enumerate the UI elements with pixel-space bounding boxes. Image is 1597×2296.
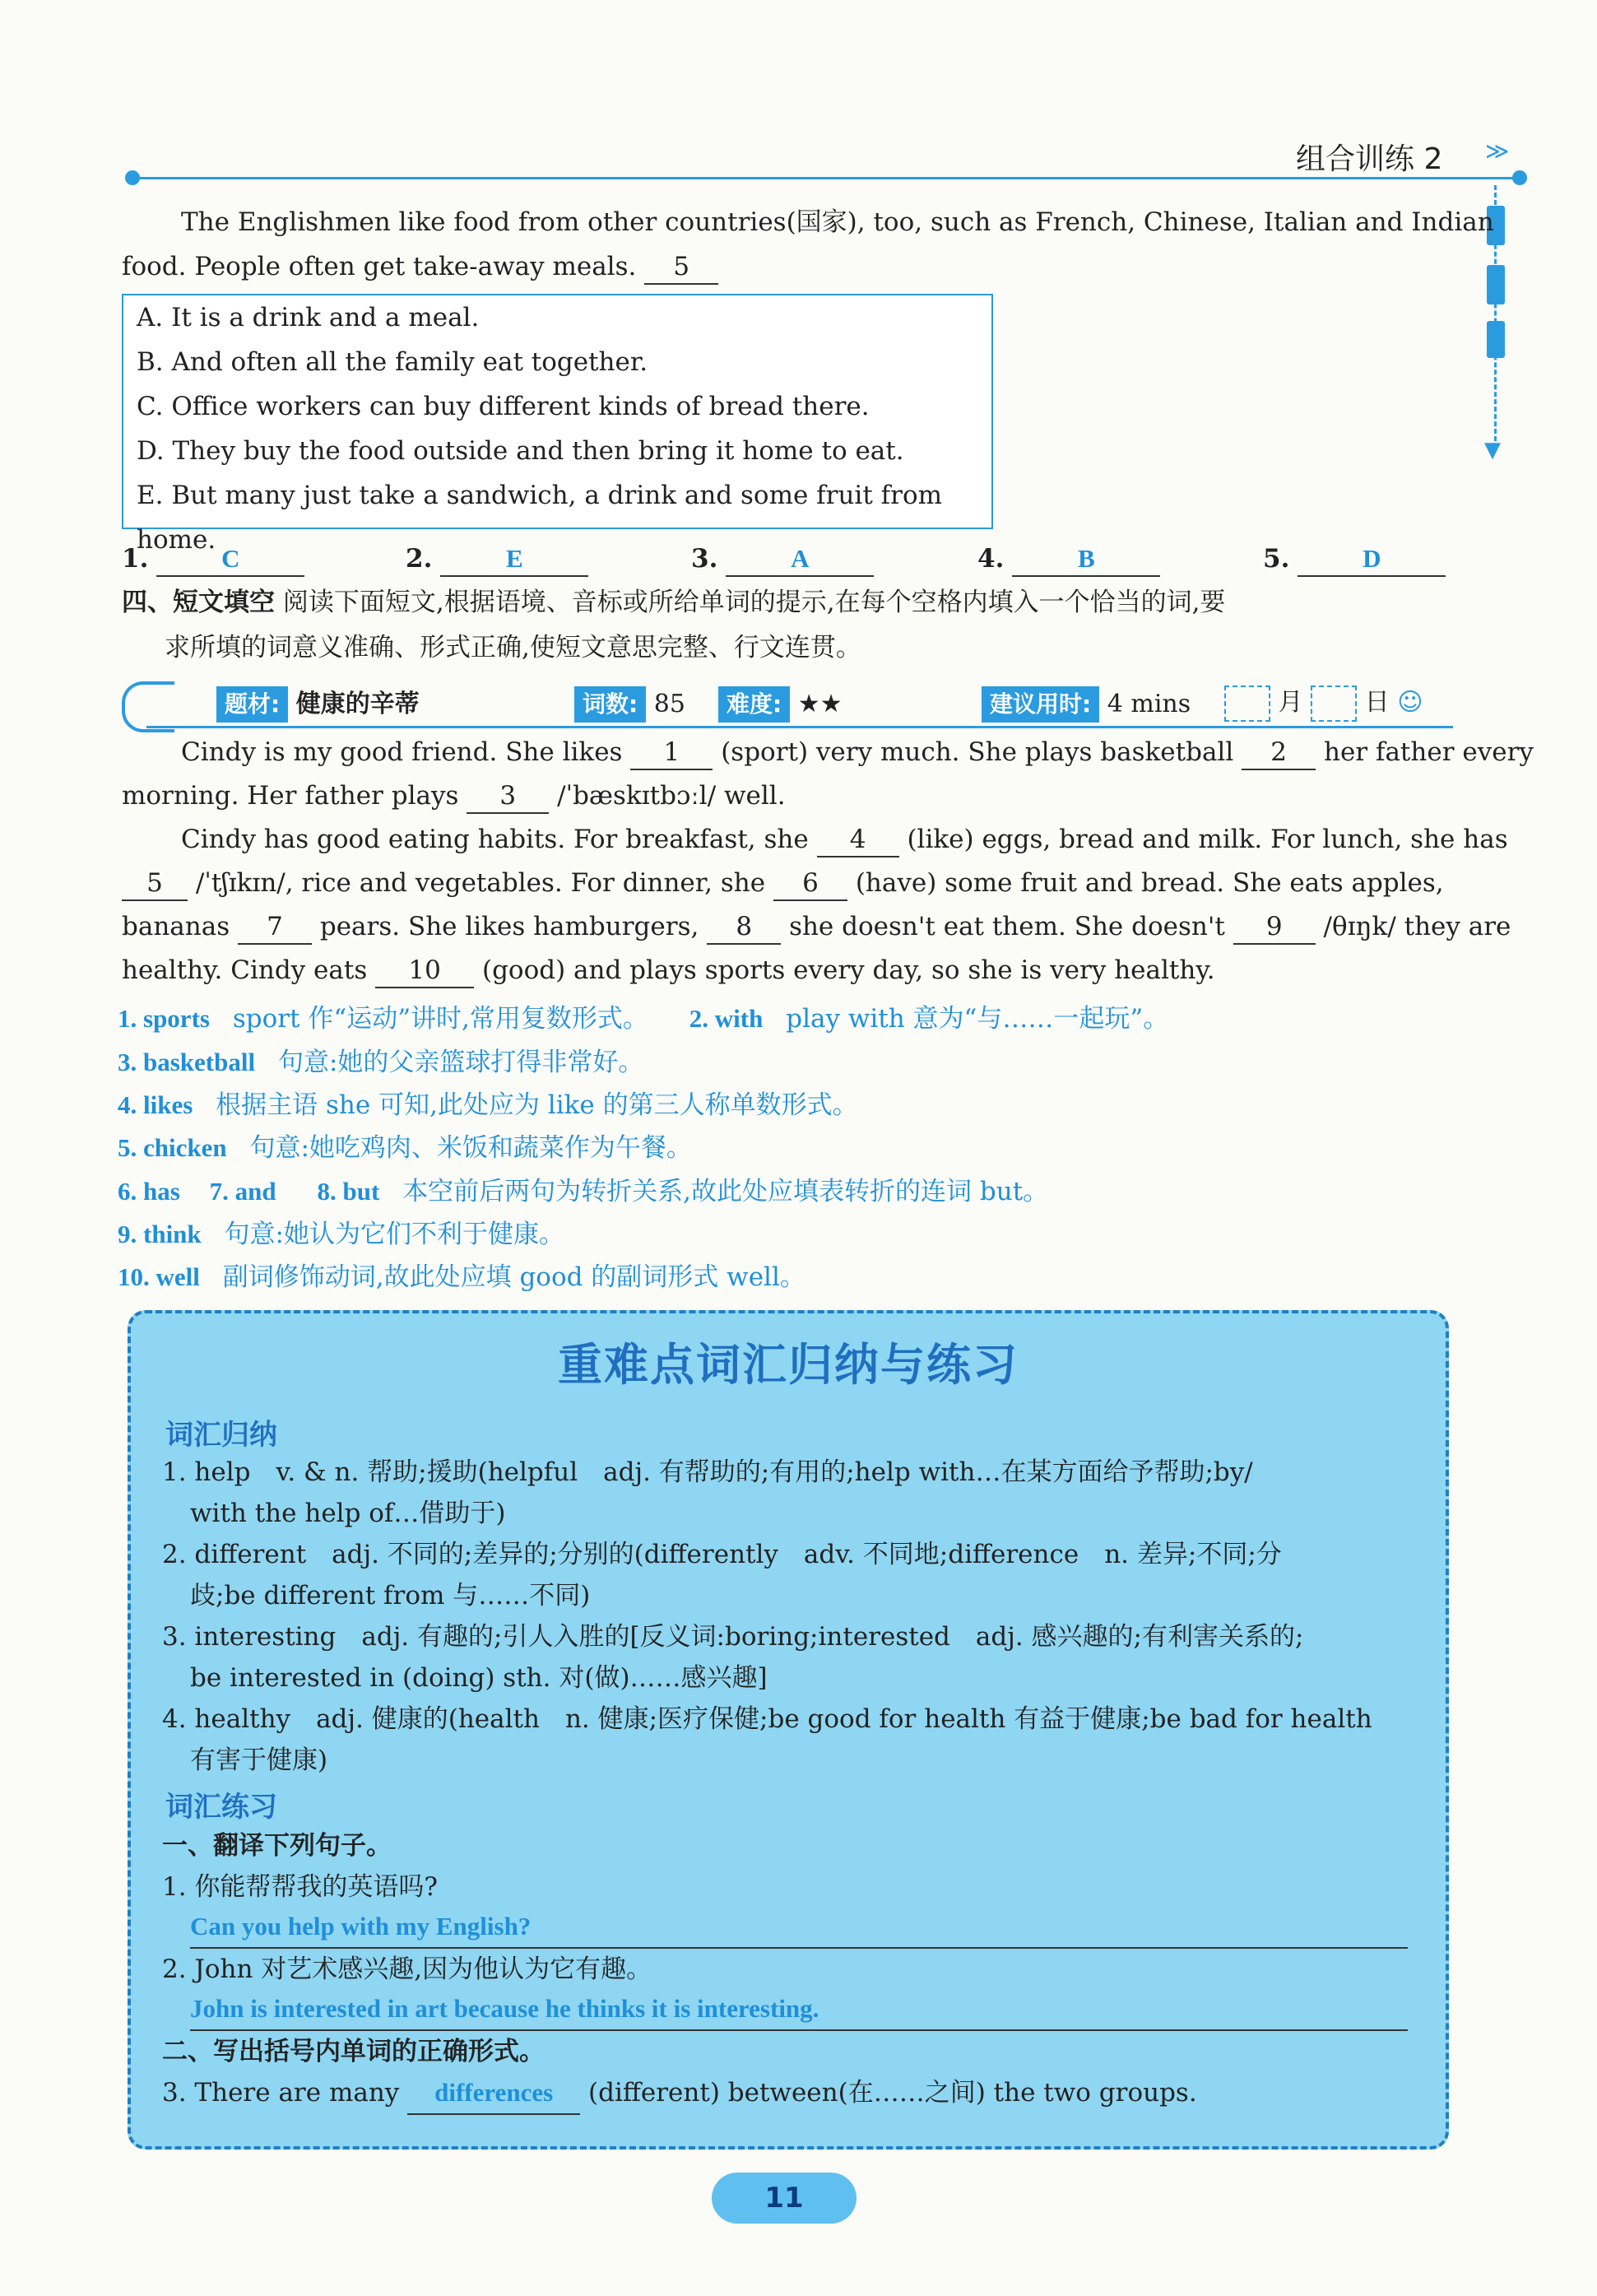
answer-num-1: 1.	[122, 544, 149, 574]
cloze-text: Cindy is my good friend. She likes	[181, 737, 623, 767]
smiley-icon: ☺	[1397, 688, 1423, 717]
blank-9[interactable]: 9	[1233, 910, 1316, 945]
header-title: 组合训练 2	[1296, 142, 1443, 176]
practice-question-1: 1. 你能帮帮我的英语吗?	[162, 1872, 439, 1902]
cloze-text: Cindy has good eating habits. For breakfast, she	[181, 825, 809, 854]
words-value: 85	[653, 690, 685, 718]
options-box	[122, 294, 993, 555]
section4-line-1	[122, 580, 1225, 625]
page-number: 11	[712, 2173, 857, 2224]
passage-line-1: The Englishmen like food from other countries(国家), too, such as French, Chinese, Italian and Indian	[181, 207, 1494, 237]
vocab-item-2a: 2. different adj. 不同的;差异的;分别的(differently adv. 不同地;difference n. 差异;不同;分	[162, 1540, 1282, 1569]
practice-part-2: 二、写出括号内单词的正确形式。	[162, 2037, 545, 2066]
practice-question-2: 2. John 对艺术感兴趣,因为他认为它有趣。	[162, 1954, 652, 1984]
explanation-key: 10. well	[118, 1262, 200, 1291]
header-rule	[132, 177, 1514, 179]
blank-7[interactable]: 7	[238, 910, 312, 945]
cloze-text: /ˈbæskɪtbɔːl/ well.	[557, 781, 786, 811]
cloze-text: she doesn't eat them. She doesn't	[789, 912, 1225, 941]
section4-title: 四、短文填空	[122, 588, 275, 617]
cloze-line-6	[122, 948, 1215, 992]
answer-line-3[interactable]: differences	[407, 2072, 580, 2115]
blank-4[interactable]: 4	[817, 823, 899, 858]
blank-6[interactable]: 6	[773, 867, 847, 901]
cloze-line-1	[181, 730, 1534, 774]
cloze-line-4	[122, 861, 1444, 905]
explanation-text: 副词修饰动词,故此处应填 good 的副词形式 well。	[222, 1262, 805, 1292]
difficulty-value: ★★	[797, 690, 843, 718]
answer-line-1[interactable]: Can you help with my English?	[190, 1906, 1408, 1949]
blank-8[interactable]: 8	[707, 910, 781, 945]
passage-line-2-text: food. People often get take-away meals.	[122, 252, 637, 281]
vocab-item-3a: 3. interesting adj. 有趣的;引人入胜的[反义词:boring;interested adj. 感兴趣的;有利害关系的;	[162, 1622, 1304, 1652]
blank-5-cloze[interactable]: 5	[122, 867, 188, 901]
explanation-text: 句意:她认为它们不利于健康。	[224, 1220, 564, 1249]
explanation-6-8	[118, 1170, 1048, 1207]
month-label: 月	[1278, 688, 1303, 717]
answer-num-4: 4.	[977, 544, 1005, 574]
day-box[interactable]	[1311, 686, 1357, 722]
explanation-key: 1. sports	[118, 1004, 210, 1033]
explanation-key: 8. but	[317, 1177, 380, 1206]
vocab-item-4b: 有害于健康)	[190, 1745, 328, 1775]
explanation-key: 9. think	[118, 1220, 202, 1248]
cloze-text: her father every	[1323, 737, 1534, 767]
day-label: 日	[1364, 688, 1390, 717]
passage-line-2	[122, 244, 718, 289]
time-value: 4 mins	[1107, 690, 1191, 718]
vocab-title: 重难点词汇归纳与练习	[558, 1339, 1019, 1391]
subject-value: 健康的辛蒂	[295, 690, 420, 718]
cloze-text: (sport) very much. She plays basketball	[721, 737, 1234, 767]
vocab-item-1a: 1. help v. & n. 帮助;援助(helpful adj. 有帮助的;有用的;help with…在某方面给予帮助;by/	[162, 1457, 1253, 1487]
cloze-text: /θɪŋk/ they are	[1323, 912, 1511, 941]
cloze-text: (have) some fruit and bread. She eats apples,	[855, 868, 1444, 898]
vocab-box	[128, 1310, 1449, 2150]
time-label: 建议用时:	[982, 686, 1099, 723]
cloze-line-5	[122, 904, 1511, 949]
difficulty-label: 难度:	[718, 686, 790, 723]
topic-bar-bracket	[122, 681, 174, 732]
explanation-text: 本空前后两句为转折关系,故此处应填表转折的连词 but。	[402, 1177, 1049, 1206]
answer-line-2[interactable]: John is interested in art because he thinks it is interesting.	[190, 1988, 1408, 2031]
option-c: C. Office workers can buy different kinds of bread there.	[137, 392, 870, 421]
explanation-key: 5. chicken	[118, 1133, 227, 1162]
cloze-text: (like) eggs, bread and milk. For lunch, she has	[907, 825, 1508, 854]
explanation-key: 2. with	[689, 1004, 764, 1033]
explanation-3	[118, 1041, 643, 1078]
section4-instruction-2: 求所填的词意义准确、形式正确,使短文意思完整、行文连贯。	[165, 633, 861, 662]
vocab-summary-title: 词汇归纳	[165, 1419, 277, 1452]
topic-bar-underline	[146, 726, 1453, 728]
side-tab-2	[1487, 265, 1505, 304]
side-arrow-down-icon: ▼	[1484, 438, 1501, 462]
blank-2[interactable]: 2	[1242, 736, 1316, 770]
section4-instruction-1: 阅读下面短文,根据语境、音标或所给单词的提示,在每个空格内填入一个恰当的词,要	[282, 588, 1226, 617]
answer-1[interactable]: C	[156, 542, 304, 577]
answer-4[interactable]: B	[1012, 542, 1160, 577]
vocab-item-1b: with the help of…借助于)	[190, 1499, 506, 1528]
side-tab-3	[1487, 321, 1505, 358]
explanation-1	[118, 997, 1168, 1034]
cloze-text: bananas	[122, 912, 230, 941]
explanation-key: 3. basketball	[118, 1048, 256, 1076]
explanation-text: play with 意为“与……一起玩”。	[786, 1004, 1169, 1034]
side-arrow-icon: ≫	[1485, 137, 1510, 165]
explanation-10	[118, 1256, 805, 1293]
cloze-text: /ˈtʃɪkɪn/, rice and vegetables. For dinner, she	[195, 868, 766, 898]
blank-10[interactable]: 10	[375, 954, 474, 988]
option-b: B. And often all the family eat together.	[137, 347, 648, 377]
answer-num-3: 3.	[691, 544, 718, 574]
explanation-text: 句意:她的父亲篮球打得非常好。	[277, 1048, 644, 1077]
practice-part-1: 一、翻译下列句子。	[162, 1831, 392, 1861]
answer-num-2: 2.	[406, 544, 433, 574]
subject-label: 题材:	[216, 686, 288, 723]
option-a: A. It is a drink and a meal.	[137, 303, 480, 332]
header-line-dot-right	[1512, 170, 1527, 185]
answer-num-5: 5.	[1263, 544, 1290, 574]
option-d: D. They buy the food outside and then bring it home to eat.	[137, 436, 904, 466]
explanation-4	[118, 1084, 858, 1121]
words-label: 词数:	[574, 686, 646, 723]
cloze-text: pears. She likes hamburgers,	[319, 912, 699, 941]
blank-5[interactable]: 5	[644, 250, 718, 285]
practice-answer-1	[190, 1906, 1408, 1949]
practice-answer-2	[190, 1988, 1408, 2031]
explanation-text: 句意:她吃鸡肉、米饭和蔬菜作为午餐。	[249, 1133, 692, 1163]
option-e: E. But many just take a sandwich, a drink and some fruit from home.	[137, 481, 943, 555]
explanation-9	[118, 1213, 564, 1250]
cloze-line-3	[181, 817, 1508, 862]
blank-1[interactable]: 1	[630, 736, 713, 770]
vocab-practice-title: 词汇练习	[165, 1791, 277, 1824]
vocab-item-4a: 4. healthy adj. 健康的(health n. 健康;医疗保健;be good for health 有益于健康;be bad for health	[162, 1704, 1372, 1734]
month-box[interactable]	[1224, 686, 1270, 722]
explanation-key: 6. has	[118, 1177, 180, 1206]
explanation-text: 根据主语 she 可知,此处应为 like 的第三人称单数形式。	[216, 1090, 858, 1120]
practice-question-3	[162, 2072, 1197, 2115]
cloze-text: morning. Her father plays	[122, 781, 459, 811]
explanation-5	[118, 1127, 692, 1164]
cloze-text: healthy. Cindy eats	[122, 955, 368, 985]
cloze-text: (good) and plays sports every day, so she is very healthy.	[481, 955, 1215, 985]
vocab-item-3b: be interested in (doing) sth. 对(做)……感兴趣]	[190, 1663, 768, 1693]
answer-5[interactable]: D	[1298, 542, 1446, 577]
explanation-key: 4. likes	[118, 1090, 193, 1119]
cloze-line-2	[122, 774, 786, 818]
blank-3[interactable]: 3	[467, 779, 549, 814]
topic-bar	[122, 681, 1453, 729]
answer-2[interactable]: E	[440, 542, 588, 577]
explanation-key: 7. and	[209, 1177, 276, 1206]
practice-question-3-text-end: (different) between(在……之间) the two groups.	[588, 2078, 1197, 2108]
vocab-item-2b: 歧;be different from 与……不同)	[190, 1581, 591, 1610]
answer-3[interactable]: A	[726, 542, 874, 577]
explanation-text: sport 作“运动”讲时,常用复数形式。	[232, 1004, 648, 1034]
practice-question-3-text: 3. There are many	[162, 2078, 400, 2108]
